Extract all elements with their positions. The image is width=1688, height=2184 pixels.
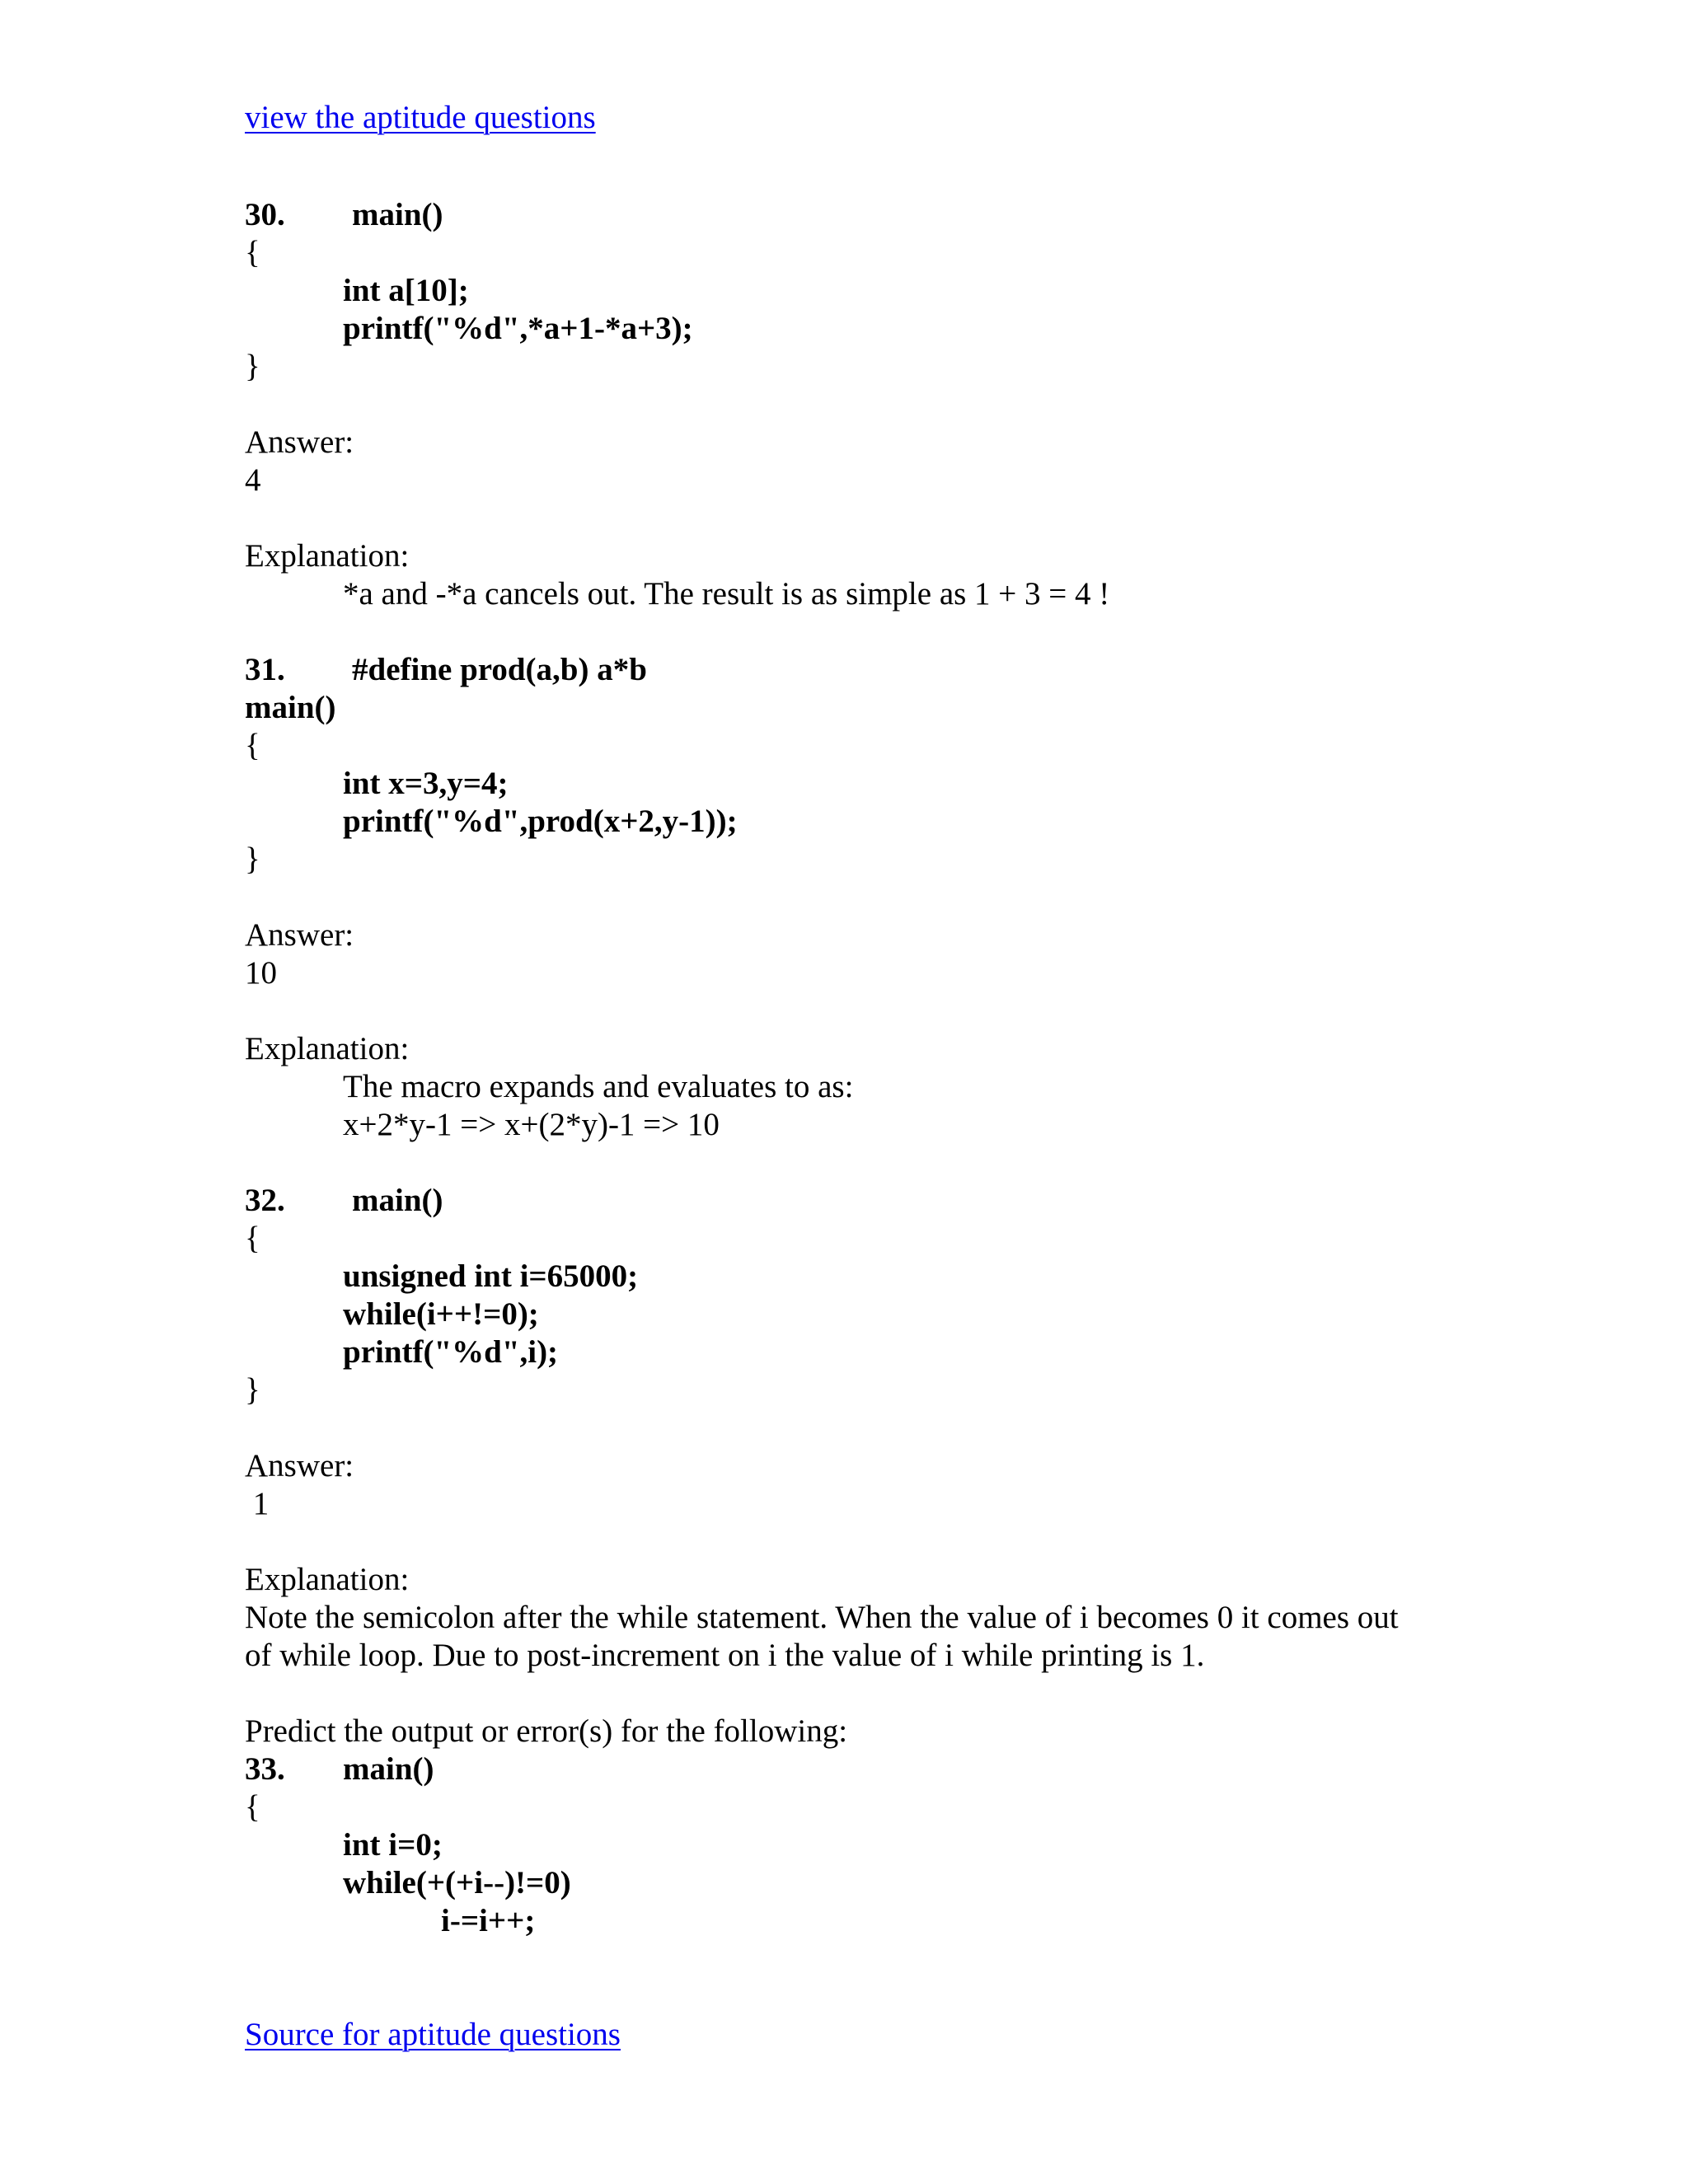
- code-line: unsigned int i=65000;: [343, 1258, 639, 1294]
- code-line: while(+(+i--)!=0): [343, 1865, 571, 1900]
- code-line: int i=0;: [343, 1827, 443, 1863]
- code-line: printf("%d",*a+1-*a+3);: [343, 311, 693, 346]
- code-line: i-=i++;: [441, 1903, 536, 1938]
- open-brace: {: [245, 1221, 260, 1256]
- code-header: #define prod(a,b) a*b: [352, 652, 647, 687]
- answer-value: 10: [245, 955, 277, 991]
- code-header: main(): [352, 197, 443, 232]
- aptitude-source-link[interactable]: Source for aptitude questions: [245, 2017, 621, 2052]
- explanation-text: Note the semicolon after the while statement. When the value of i becomes 0 it comes out: [245, 1600, 1399, 1635]
- answer-label: Answer:: [245, 917, 354, 953]
- answer-value: 1: [245, 1486, 270, 1521]
- close-brace: }: [245, 349, 260, 384]
- explanation-label: Explanation:: [245, 538, 410, 574]
- code-line: int x=3,y=4;: [343, 766, 509, 801]
- question-number: 31.: [245, 652, 285, 687]
- open-brace: {: [245, 1789, 260, 1825]
- answer-label: Answer:: [245, 1448, 354, 1483]
- open-brace: {: [245, 728, 260, 763]
- close-brace: }: [245, 1372, 260, 1408]
- code-line: while(i++!=0);: [343, 1296, 539, 1332]
- question-number: 32.: [245, 1183, 285, 1218]
- aptitude-questions-link[interactable]: view the aptitude questions: [245, 100, 596, 135]
- explanation-text: The macro expands and evaluates to as:: [343, 1069, 854, 1104]
- code-line: int a[10];: [343, 273, 469, 308]
- code-line: printf("%d",prod(x+2,y-1));: [343, 804, 738, 839]
- code-line: printf("%d",i);: [343, 1334, 559, 1370]
- code-header: main(): [352, 1183, 443, 1218]
- code-header: main(): [343, 1751, 434, 1787]
- explanation-label: Explanation:: [245, 1031, 410, 1066]
- question-number: 30.: [245, 197, 285, 232]
- question-number: 33.: [245, 1751, 285, 1787]
- explanation-text: x+2*y-1 => x+(2*y)-1 => 10: [343, 1107, 720, 1142]
- explanation-text: of while loop. Due to post-increment on i the value of i while printing is 1.: [245, 1638, 1205, 1673]
- close-brace: }: [245, 841, 260, 877]
- answer-label: Answer:: [245, 424, 354, 460]
- explanation-text: *a and -*a cancels out. The result is as simple as 1 + 3 = 4 !: [343, 576, 1110, 612]
- explanation-label: Explanation:: [245, 1562, 410, 1597]
- question-intro: Predict the output or error(s) for the following:: [245, 1713, 848, 1749]
- code-main-line: main(): [245, 690, 336, 725]
- open-brace: {: [245, 235, 260, 270]
- answer-value: 4: [245, 462, 261, 498]
